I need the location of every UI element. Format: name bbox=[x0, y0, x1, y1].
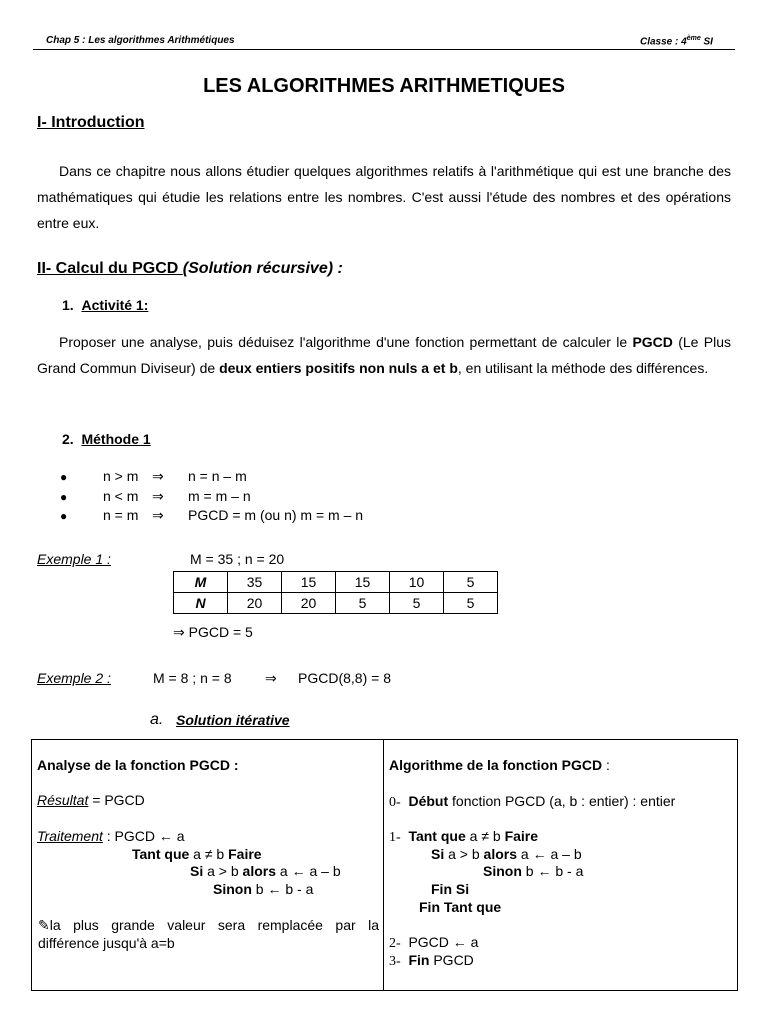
rule-result: m = m – n bbox=[188, 488, 251, 504]
analysis-while: Tant que a ≠ b Faire bbox=[132, 846, 262, 862]
algorithm-line: Si a > b alors a ← a – b bbox=[431, 846, 582, 862]
table-cell: 20 bbox=[228, 593, 282, 614]
implies-icon: ⇒ bbox=[152, 488, 164, 504]
table-cell: 5 bbox=[390, 593, 444, 614]
implies-icon: ⇒ bbox=[265, 670, 277, 686]
rule-condition: n < m bbox=[103, 488, 139, 504]
header-divider bbox=[33, 49, 735, 50]
rule-condition: n > m bbox=[103, 468, 139, 484]
analysis-treatment: Traitement : PGCD ← a bbox=[37, 828, 185, 844]
table-cell: M bbox=[174, 572, 228, 593]
solution-box-divider bbox=[383, 739, 384, 990]
solution-title: Solution itérative bbox=[176, 712, 290, 728]
table-row bbox=[174, 572, 498, 593]
rule-condition: n = m bbox=[103, 507, 139, 523]
table-cell: 5 bbox=[444, 593, 498, 614]
rule-result: PGCD = m (ou n) m = m – n bbox=[188, 507, 364, 523]
solution-box bbox=[31, 739, 738, 991]
table-cell: N bbox=[174, 593, 228, 614]
rule-result: n = n – m bbox=[188, 468, 247, 484]
bullet-icon: ● bbox=[60, 490, 68, 504]
method-heading: 2. Méthode 1 bbox=[62, 431, 151, 447]
implies-icon: ⇒ bbox=[152, 468, 164, 484]
example2-label: Exemple 2 : bbox=[37, 670, 111, 686]
example1-given: M = 35 ; n = 20 bbox=[190, 551, 285, 567]
table-cell: 5 bbox=[336, 593, 390, 614]
page-title: LES ALGORITHMES ARITHMETIQUES bbox=[203, 75, 565, 97]
algorithm-line: 2- PGCD ← a bbox=[389, 934, 479, 951]
example1-table bbox=[173, 571, 498, 614]
activity-paragraph: Proposer une analyse, puis déduisez l'algorithme d'une fonction permettant de calculer le PGCD (Le Plus Grand Commun Diviseur) de deux entiers positifs non nuls a et b, en utilisant la méthode des différences. bbox=[37, 334, 732, 376]
algorithm-line: Fin Tant que bbox=[419, 899, 502, 915]
activity-heading: 1. Activité 1: bbox=[62, 297, 149, 313]
bullet-icon: ● bbox=[60, 509, 68, 523]
algorithm-title: Algorithme de la fonction PGCD : bbox=[389, 757, 610, 773]
bullet-icon: ● bbox=[60, 470, 68, 484]
table-row bbox=[174, 593, 498, 614]
table-cell: 15 bbox=[282, 572, 336, 593]
algorithm-line: 0- Début fonction PGCD (a, b : entier) : entier bbox=[389, 793, 676, 810]
example2-given: M = 8 ; n = 8 bbox=[153, 670, 232, 686]
table-cell: 15 bbox=[336, 572, 390, 593]
solution-letter: a. bbox=[150, 711, 164, 728]
intro-heading: I- Introduction bbox=[37, 114, 145, 131]
table-cell: 10 bbox=[390, 572, 444, 593]
pgcd-heading: II- Calcul du PGCD (Solution récursive) : bbox=[37, 260, 343, 277]
header-class: Classe : 4ème SI bbox=[640, 35, 713, 48]
table-cell: 20 bbox=[282, 593, 336, 614]
algorithm-line: 3- Fin PGCD bbox=[389, 952, 474, 969]
intro-paragraph: Dans ce chapitre nous allons étudier quelques algorithmes relatifs à l'arithmétique qui est une branche des mathématiques qui étudie les relations entre les nombres. C'est aussi l'étude des nombres et des opérations entre eux. bbox=[37, 163, 731, 231]
implies-icon: ⇒ bbox=[152, 507, 164, 523]
algorithm-line: 1- Tant que a ≠ b Faire bbox=[389, 828, 539, 845]
analysis-if: Si a > b alors a ← a – b bbox=[190, 863, 341, 879]
example1-result: ⇒ PGCD = 5 bbox=[173, 624, 253, 640]
example1-label: Exemple 1 : bbox=[37, 551, 111, 567]
table-cell: 35 bbox=[228, 572, 282, 593]
analysis-else: Sinon b ← b - a bbox=[213, 881, 314, 897]
analysis-note: ✎la plus grande valeur sera remplacée par la différence jusqu'à a=b bbox=[38, 917, 379, 951]
algorithm-line: Sinon b ← b - a bbox=[483, 863, 584, 879]
table-cell: 5 bbox=[444, 572, 498, 593]
analysis-result: Résultat = PGCD bbox=[37, 792, 145, 808]
algorithm-line: Fin Si bbox=[431, 881, 470, 897]
pencil-icon: ✎ bbox=[38, 917, 50, 933]
header-chapter: Chap 5 : Les algorithmes Arithmétiques bbox=[46, 35, 235, 46]
example2-result: PGCD(8,8) = 8 bbox=[298, 670, 391, 686]
analysis-title: Analyse de la fonction PGCD : bbox=[37, 757, 239, 773]
